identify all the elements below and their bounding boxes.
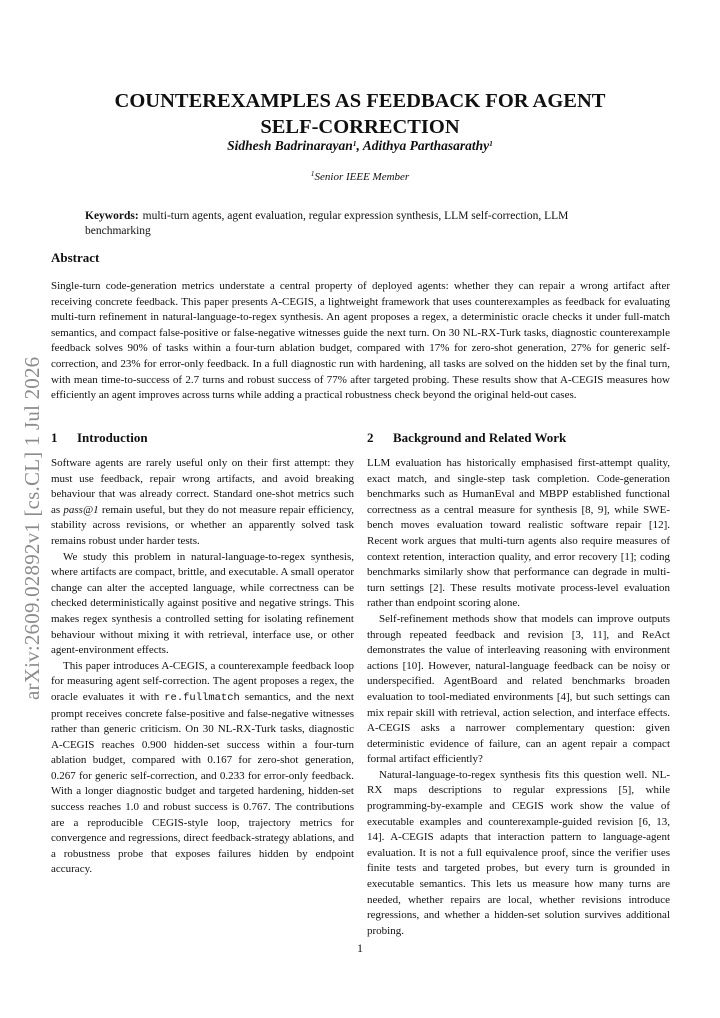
abstract-body: Single-turn code-generation metrics understate a central property of deployed agents: whether they can repair a wrong artifact after receiving concrete feedback. This paper presents A-CEGIS, a lightweight framework that uses counterexamples as feedback for evaluating multi-turn refinement in natural-language-to-regex synthesis. An agent proposes a regex, a deterministic oracle checks it under full-match semantics, and compact false-positive or false-negative witnesses guide the next turn. On 30 NL-RX-Turk tasks, diagnostic counterexample feedback solves 90% of tasks within a four-turn ablation budget, compared with 17% for zero-shot generation, 27% for generic self-correction, and 23% for error-only feedback. In a full diagnostic run with hardening, all tasks are solved on the hidden set by the final turn, with mean time-to-success of 2.7 turns and robust success of 77% after targeted probing. These results show that A-CEGIS measures how efficiently an agent improves across turns while adding a practical robustness check beyond the original held-out cases.	[51, 280, 670, 402]
background-paragraph-1: LLM evaluation has historically emphasised first-attempt quality, exact match, and single-step task completion. Code-generation benchmarks such as HumanEval and MBPP established functional correctness as a central measure for synthesis [8, 9], while SWE-bench moves evaluation toward realistic software repair [12]. Recent work argues that multi-turn agents also require measures of context retention, interaction quality, and error recovery [1]; coding benchmarks similarly show that performance can degrade in multi-turn settings [2]. These results motivate process-level evaluation rather than endpoint scoring alone.	[367, 457, 670, 610]
author-separator: ,	[356, 138, 363, 153]
inline-code-fullmatch: re.fullmatch	[164, 691, 240, 704]
section-number: 1	[51, 430, 58, 445]
background-paragraph-2: Self-refinement methods show that models can improve outputs through repeated feedback and revision [3, 11], and ReAct demonstrates the value of interleaving reasoning with environment actions [10]. However, natural-language feedback can be noisy or underspecified. AgentBoard and related benchmarks broaden evaluation to tool-mediated environments [4], but such settings can mix repair skill with retrieval, action selection, and interface effects. A-CEGIS asks a narrower complementary question: given deterministic evidence of failure, can an agent repair a compact formal artifact efficiently?	[367, 612, 670, 766]
affiliation	[60, 171, 660, 183]
author-name-1: Sidhesh Badrinarayan	[227, 138, 353, 153]
affiliation-text: Senior IEEE Member	[314, 171, 410, 183]
right-column	[367, 429, 670, 939]
keywords-text: multi-turn agents, agent evaluation, regular expression synthesis, LLM self-correction, LLM benchmarking	[85, 210, 569, 237]
author-affiliation-marker-1: 1	[352, 139, 357, 148]
paper-title-line-1: COUNTEREXAMPLES AS FEEDBACK FOR AGENT	[114, 90, 606, 112]
section-heading-background	[367, 429, 670, 446]
keywords-label: Keywords:	[85, 210, 139, 222]
section-title: Introduction	[77, 430, 148, 445]
intro-p1-text-a: Software agents are rarely useful only on their first attempt: they must use feedback, repair wrong artifacts, and avoid breaking behaviour that was already correct. Standard one-shot metrics such as	[51, 457, 354, 516]
intro-paragraph-1	[51, 456, 354, 550]
intro-p1-metric: pass@1	[63, 503, 99, 516]
intro-p1-text-b: remain useful, but they do not measure repair efficiency, stability across revisions, or whether an apparently solved task remains robust under harder tests.	[51, 503, 354, 547]
section-title: Background and Related Work	[393, 430, 567, 445]
left-column	[51, 429, 354, 878]
arxiv-identifier-stamp: arXiv:2609.02892v1 [cs.CL] 1 Jul 2026	[20, 356, 44, 700]
section-heading-introduction	[51, 429, 354, 446]
author-affiliation-marker-2: 1	[489, 139, 493, 148]
intro-p3-text-a: This paper introduces A-CEGIS, a counterexample feedback loop for measuring agent self-correction. The agent proposes a regex, the oracle evaluates it with	[51, 659, 354, 703]
intro-p3-text-b: semantics, and the next prompt receives concrete false-positive and false-negative witnesses rather than generic criticism. On 30 NL-RX-Turk tasks, diagnostic A-CEGIS reaches 0.900 hidden-set success within a four-turn ablation budget, compared with 0.167 for zero-shot generation, 0.267 for generic self-correction, and 0.233 for error-only feedback. With a longer diagnostic budget and targeted hardening, hidden-set success reaches 1.0 and robust success is 0.767. The contributions are a reproducible CEGIS-style loop, trajectory metrics for convergence and regressions, direct feedback-strategy ablations, and a robustness probe that exposes failures hidden by endpoint accuracy.	[51, 690, 354, 876]
author-list	[60, 138, 660, 154]
keywords-block	[85, 209, 633, 239]
section-number: 2	[367, 430, 374, 445]
intro-paragraph-3	[51, 659, 354, 878]
abstract-heading: Abstract	[51, 250, 100, 265]
background-paragraph-3: Natural-language-to-regex synthesis fits this question well. NL-RX maps descriptions to regular expressions [5], while programming-by-example and CEGIS work show the value of executable examples and counterexample-guided revision [6, 13, 14]. A-CEGIS adapts that interaction pattern to language-agent evaluation. It is not a full equivalence proof, since the verifier uses finite tests and targeted probes, but every turn is grounded in executable semantics. This lets us measure how many turns are needed, whether repairs are local, whether revisions introduce regressions, and whether a hidden-set solution survives additional probing.	[367, 768, 670, 937]
page-number: 1	[357, 941, 363, 955]
affiliation-marker: 1	[310, 169, 315, 178]
paper-title	[60, 88, 660, 140]
intro-paragraph-2: We study this problem in natural-language-to-regex synthesis, where artifacts are compact, brittle, and executable. A small operator change can alter the accepted language, while correctness can be checked deterministically against positive and negative strings. This makes regex synthesis a controlled setting for isolating refinement behaviour without mixing it with retrieval, interface use, or other agent-environment effects.	[51, 550, 354, 657]
paper-title-line-2: SELF-CORRECTION	[260, 116, 460, 138]
author-name-2: Adithya Parthasarathy	[362, 138, 490, 153]
